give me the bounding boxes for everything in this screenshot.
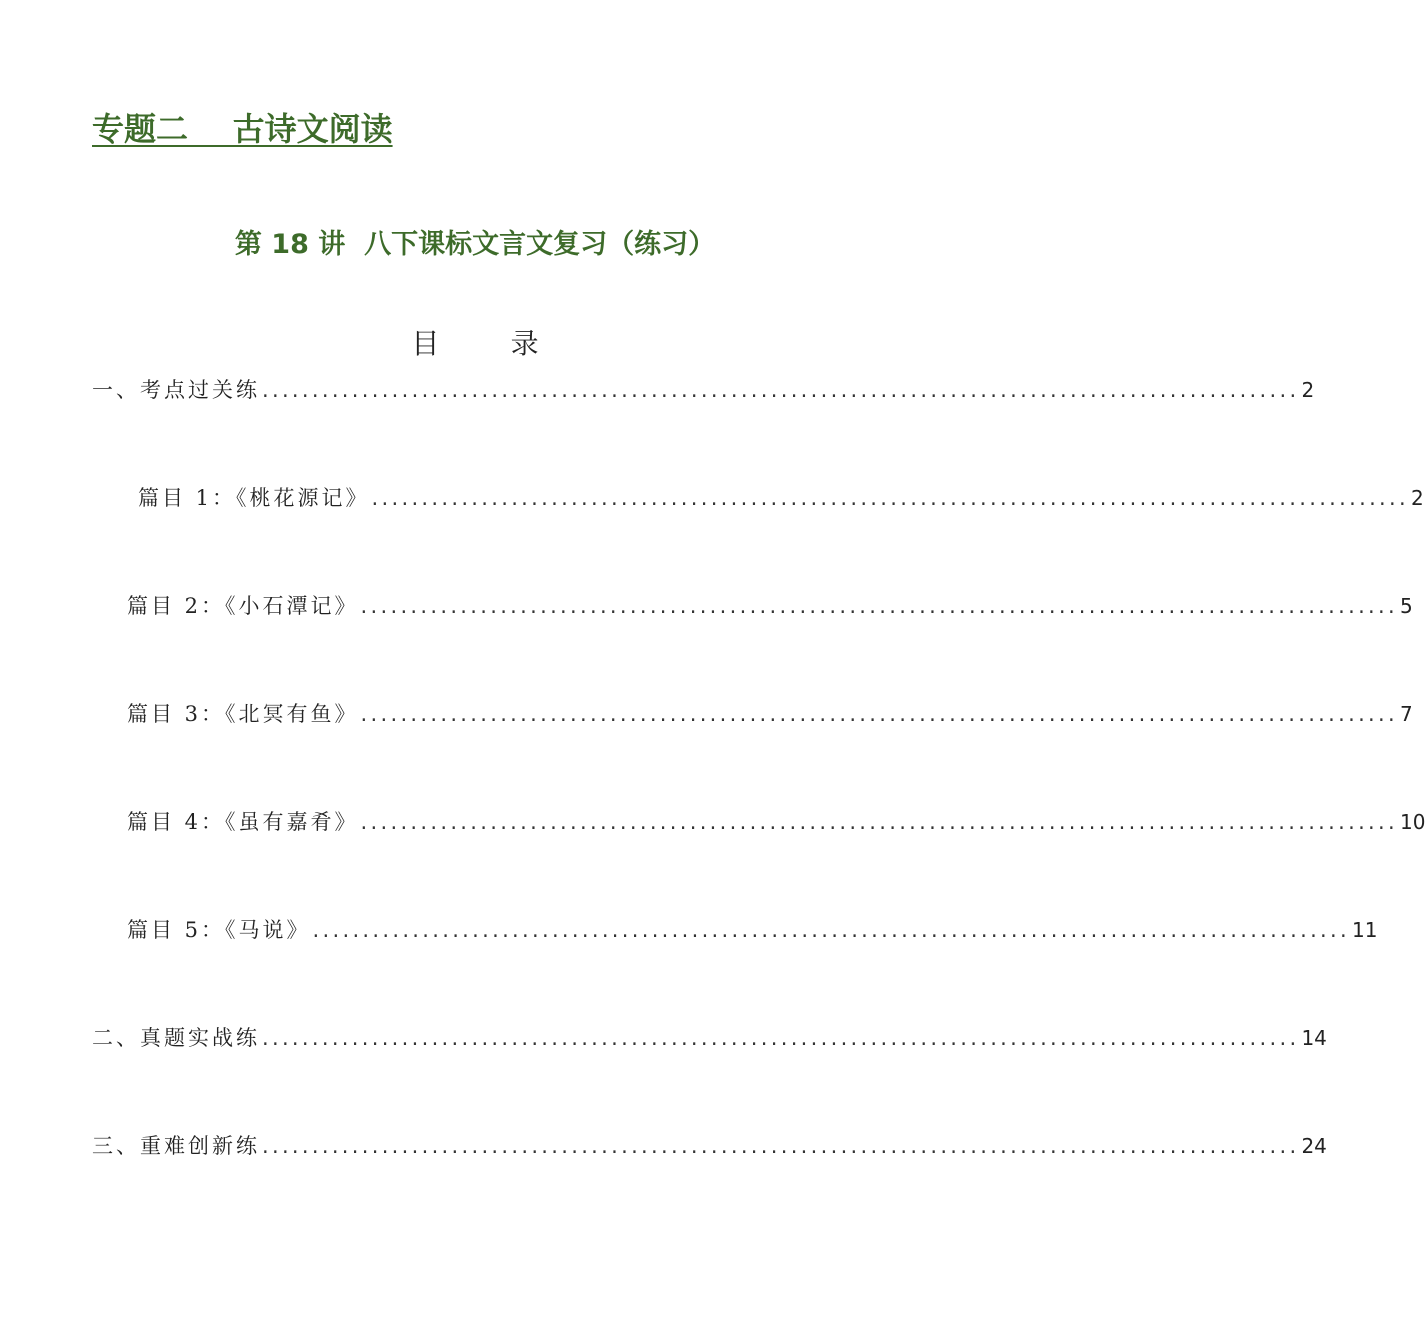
toc-entry-label: 二、真题实战练: [92, 1026, 260, 1050]
toc-leader-dots: ........................................................................................................: [360, 810, 1398, 834]
toc-leader-dots: ........................................................................................................: [360, 594, 1398, 618]
toc-leader-dots: ........................................................................................................: [312, 918, 1350, 942]
toc-entry-section-3[interactable]: [92, 1130, 1327, 1162]
toc-entry-page: 7: [1399, 702, 1413, 726]
toc-entry-label: 篇目 1：《桃花源记》: [138, 486, 370, 510]
toc-entry-section-1[interactable]: [92, 374, 1315, 406]
lecture-title: 第 18 讲 八下课标文言文复习（练习）: [234, 229, 716, 260]
toc-entry-page: 11: [1351, 918, 1378, 942]
toc-entry-piece-3[interactable]: [127, 698, 1413, 730]
toc-entry-label: 篇目 4：《虽有嘉肴》: [127, 810, 359, 834]
toc-entry-piece-5[interactable]: [127, 914, 1378, 946]
toc-leader-dots: ........................................................................................................: [262, 1134, 1300, 1158]
toc-entry-label: 篇目 3：《北冥有鱼》: [127, 702, 359, 726]
toc-entry-piece-2[interactable]: [127, 590, 1413, 622]
toc-entry-page: 2: [1410, 486, 1424, 510]
toc-leader-dots: ........................................................................................................: [371, 486, 1409, 510]
toc-entry-label: 一、考点过关练: [92, 378, 260, 402]
toc-leader-dots: ........................................................................................................: [262, 378, 1300, 402]
toc-entry-label: 篇目 2：《小石潭记》: [127, 594, 359, 618]
toc-entry-piece-1[interactable]: [138, 482, 1424, 514]
toc-entry-label: 三、重难创新练: [92, 1134, 260, 1158]
toc-leader-dots: ........................................................................................................: [262, 1026, 1300, 1050]
toc-entry-page: 10: [1399, 810, 1425, 834]
toc-entry-page: 14: [1301, 1026, 1327, 1050]
toc-entry-section-2[interactable]: [92, 1022, 1327, 1054]
toc-entry-piece-4[interactable]: [127, 806, 1425, 838]
toc-entry-page: 2: [1301, 378, 1315, 402]
topic-title: 专题二 古诗文阅读: [92, 110, 393, 148]
toc-leader-dots: ........................................................................................................: [360, 702, 1398, 726]
toc-entry-label: 篇目 5：《马说》: [127, 918, 311, 942]
toc-entry-page: 24: [1301, 1134, 1327, 1158]
toc-entry-page: 5: [1399, 594, 1413, 618]
toc-heading: 目 录: [411, 327, 539, 360]
